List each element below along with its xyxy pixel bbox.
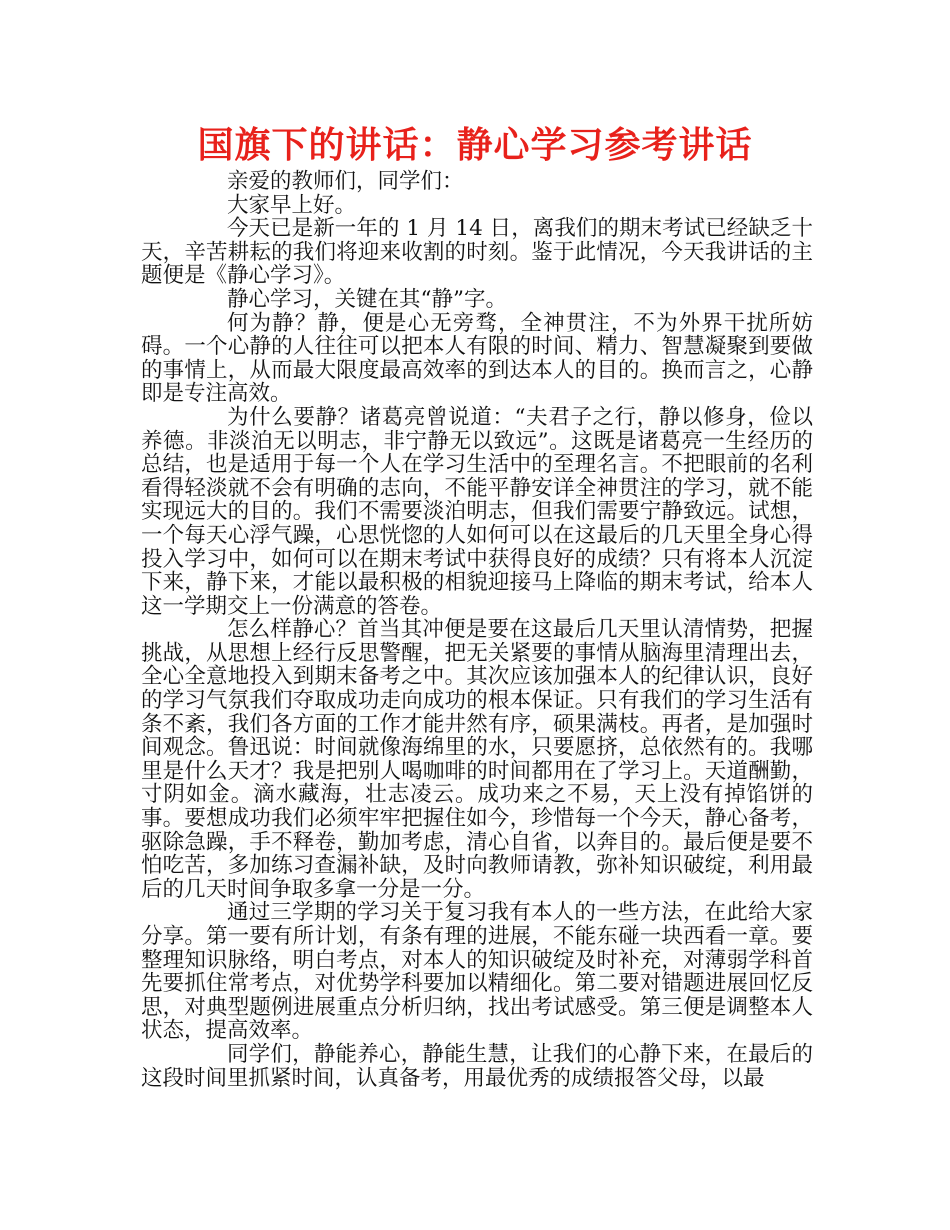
paragraph-greeting: 亲爱的教师们，同学们：: [227, 169, 464, 194]
paragraph-study-methods: 通过三学期的学习关于复习我有本人的一些方法，在此给大家分享。第一要有所计划，有条有理的进展，不能东碰一块西看一章。要整理知识脉络，明白考点，对本人的知识破绽及时补充，对薄弱学科首先要抓住常考点，对优势学科要加以精细化。第二要对错题进展回忆反思，对典型题例进展重点分析归纳，找出考试感受。第三便是调整本人状态，提高效率。: [141, 900, 813, 1044]
paragraph-how-to-calm: 怎么样静心？首当其冲便是要在这最后几天里认清情势，把握挑战，从思想上经行反思警醒，把无关紧要的事情从脑海里清理出去，全心全意地投入到期末备考之中。其次应该加强本人的纪律认识，良好的学习气氛我们夺取成功走向成功的根本保证。只有我们的学习生活有条不紊，我们各方面的工作才能井然有序，硕果满枝。再者，是加强时间观念。鲁迅说：时间就像海绵里的水，只要愿挤，总依然有的。我哪里是什么天才？我是把别人喝咖啡的时间都用在了学习上。天道酬勤，寸阴如金。滴水藏海，壮志凌云。成功来之不易，天上没有掉馅饼的事。要想成功我们必须牢牢把握住如今，珍惜每一个今天，静心备考，驱除急躁，手不释卷，勤加考虑，清心自省，以奔目的。最后便是要不怕吃苦，多加练习查漏补缺，及时向教师请教，弥补知识破绽，利用最后的几天时间争取多拿一分是一分。: [141, 617, 813, 902]
paragraph-why-calm: 为什么要静？诸葛亮曾说道：“夫君子之行，静以修身，俭以养德。非淡泊无以明志，非宁静无以致远”。这既是诸葛亮一生经历的总结，也是适用于每一个人在学习生活中的至理名言。不把眼前的名利看得轻淡就不会有明确的志向，不能平静安详全神贯注的学习，就不能实现远大的目的。我们不需要淡泊明志，但我们需要宁静致远。试想，一个每天心浮气躁，心思恍惚的人如何可以在这最后的几天里全身心得投入学习中，如何可以在期末考试中获得良好的成绩？只有将本人沉淀下来，静下来，才能以最积极的相貌迎接马上降临的期末考试，给本人这一学期交上一份满意的答卷。: [141, 404, 813, 619]
paragraph-what-is-calm: 何为静？静，便是心无旁骛，全神贯注，不为外界干扰所妨碍。一个心静的人往往可以把本人有限的时间、精力、智慧凝聚到要做的事情上，从而最大限度最高效率的到达本人的目的。换而言之，心静即是专注高效。: [141, 310, 813, 407]
document-title: 国旗下的讲话：静心学习参考讲话: [197, 125, 753, 166]
paragraph-good-morning: 大家早上好。: [227, 192, 357, 218]
paragraph-closing: 同学们，静能养心，静能生慧，让我们的心静下来，在最后的这段时间里抓紧时间，认真备考，用最优秀的成绩报答父母，以最: [141, 1041, 813, 1091]
document-body: [141, 170, 813, 1090]
paragraph-intro: 今天已是新一年的 1 月 14 日，离我们的期末考试已经缺乏十天，辛苦耕耘的我们将迎来收割的时刻。鉴于此情况，今天我讲话的主题便是《静心学习》。: [141, 216, 813, 289]
paragraph-key-point: 静心学习，关键在其“静”字。: [227, 286, 507, 312]
